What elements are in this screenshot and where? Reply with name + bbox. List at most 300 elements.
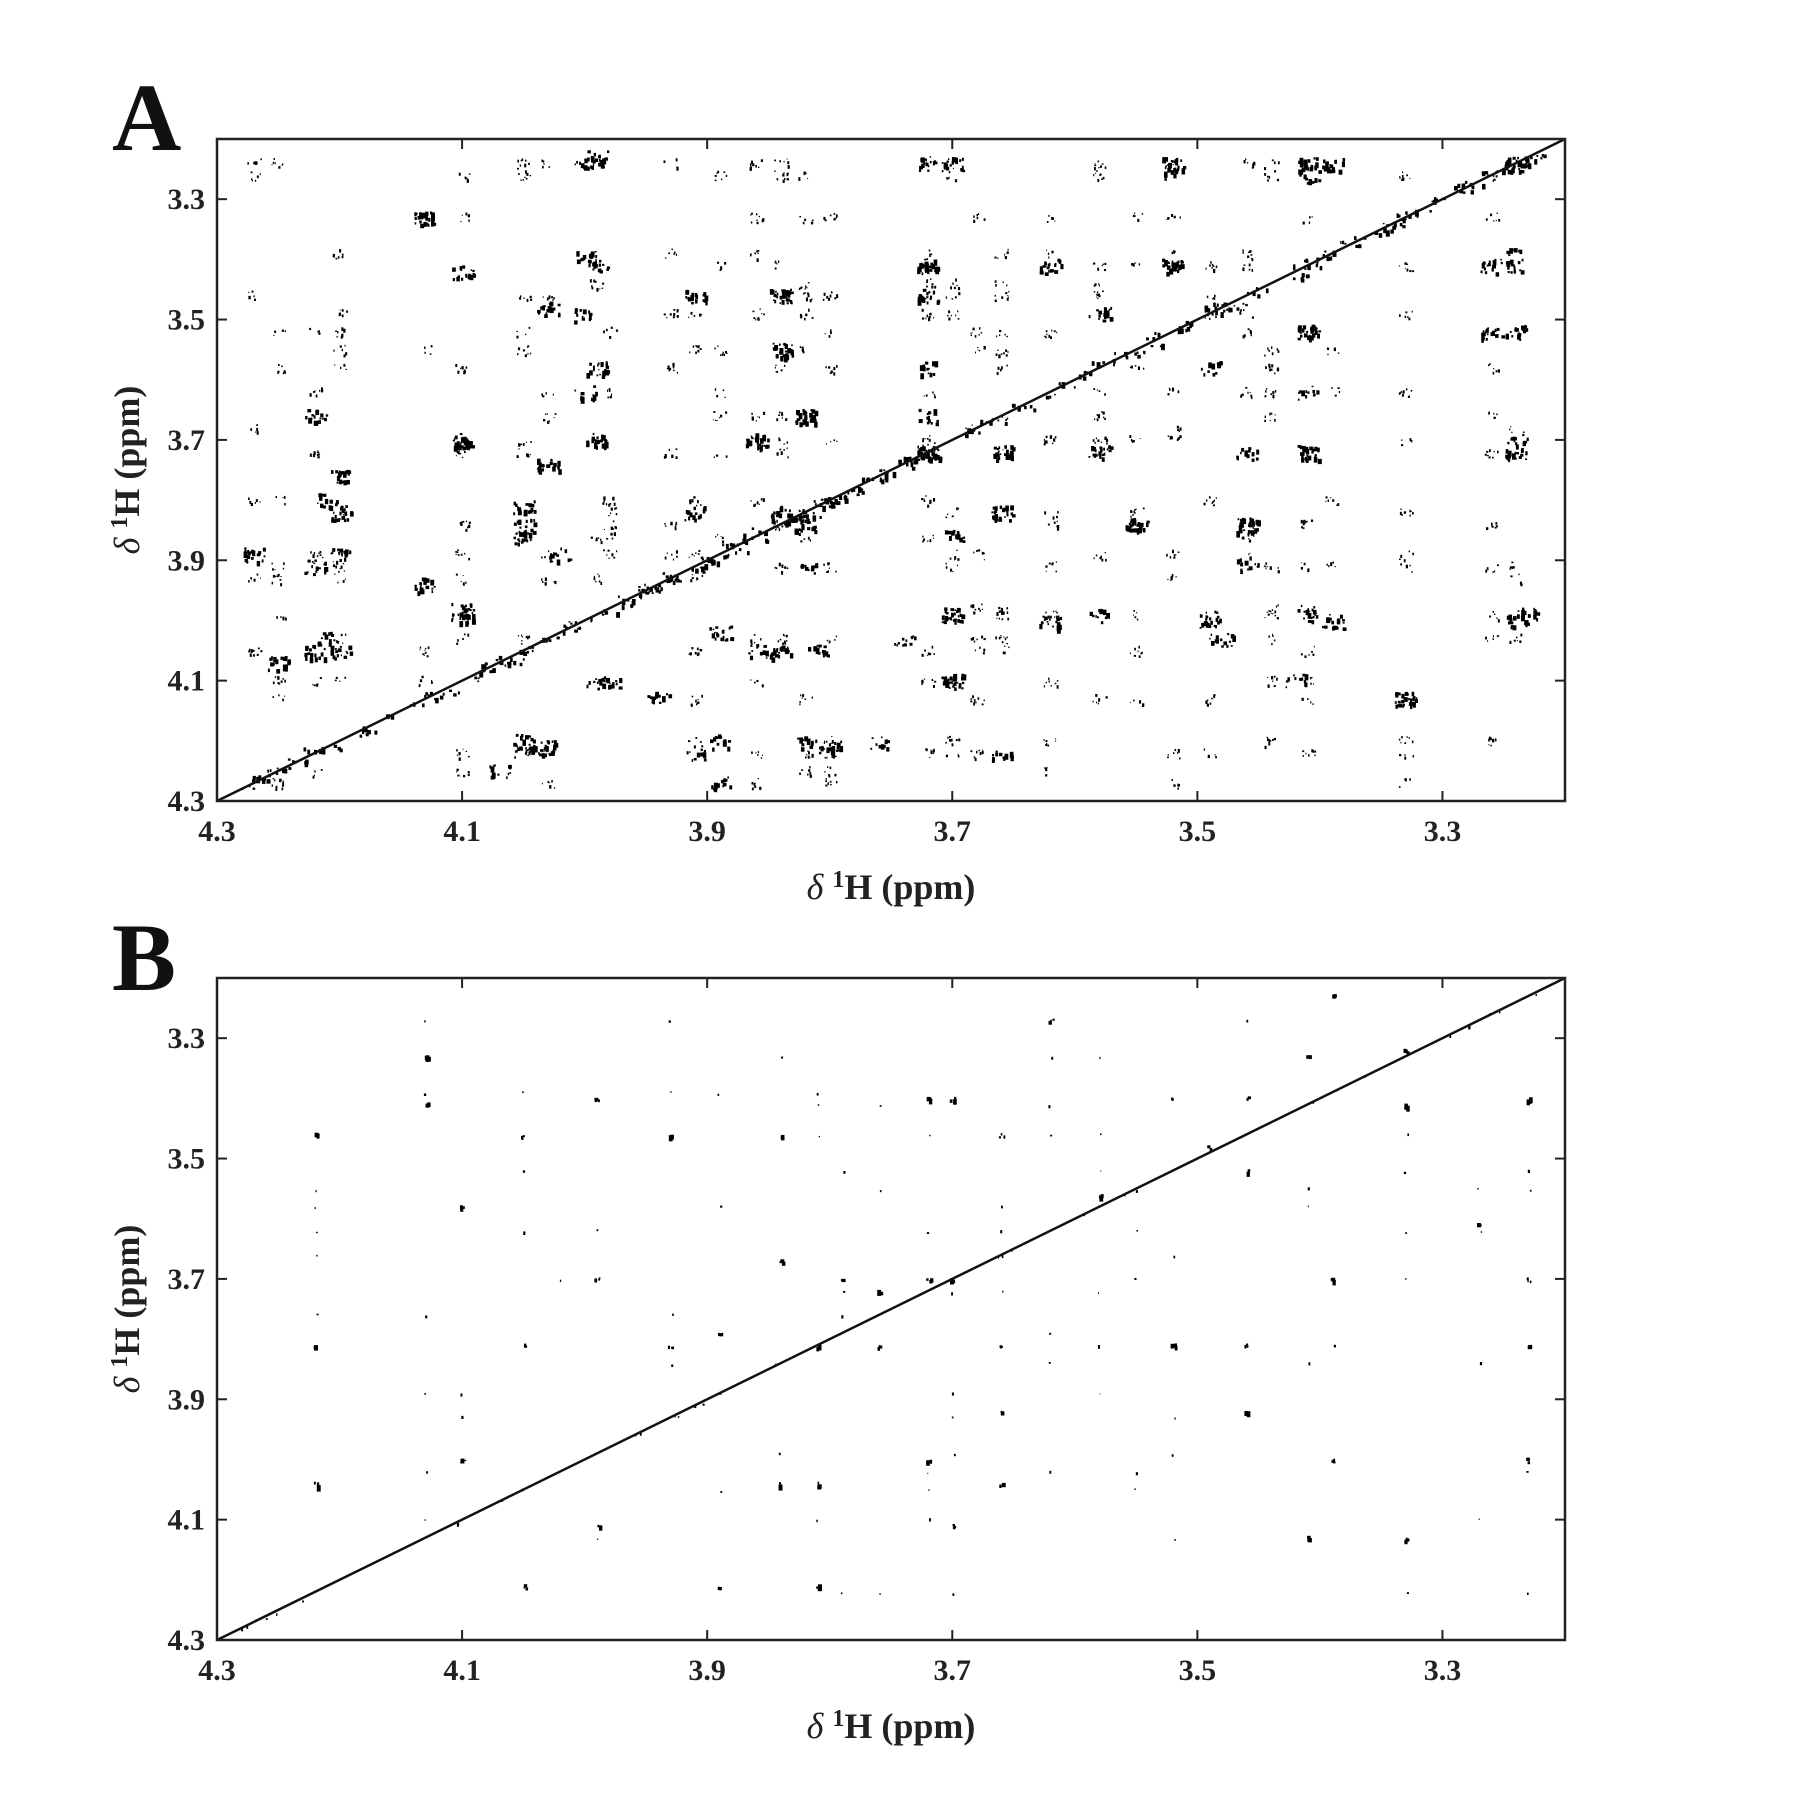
cross-peak bbox=[814, 422, 818, 428]
cross-peak bbox=[1270, 393, 1272, 395]
cross-peak bbox=[1267, 348, 1268, 350]
cross-peak bbox=[998, 367, 1000, 370]
cross-peak bbox=[1487, 640, 1488, 642]
cross-peak bbox=[1412, 512, 1414, 514]
cross-peak bbox=[599, 264, 601, 267]
cross-peak bbox=[525, 752, 527, 754]
cross-peak bbox=[834, 639, 835, 641]
cross-peak bbox=[1095, 173, 1096, 174]
cross-peak bbox=[1334, 348, 1336, 352]
cross-peak bbox=[422, 676, 424, 679]
cross-peak bbox=[756, 420, 757, 421]
cross-peak bbox=[1522, 434, 1524, 436]
cross-peak bbox=[1494, 570, 1495, 572]
cross-peak bbox=[458, 451, 460, 454]
cross-peak bbox=[1012, 514, 1016, 517]
cross-peak bbox=[1304, 611, 1306, 613]
cross-peak bbox=[1304, 333, 1308, 337]
cross-peak bbox=[1313, 606, 1315, 609]
cross-peak bbox=[317, 1485, 321, 1492]
cross-peak bbox=[958, 318, 960, 320]
cross-peak bbox=[276, 786, 278, 789]
cross-peak bbox=[318, 657, 321, 661]
cross-peak bbox=[841, 1592, 843, 1594]
cross-peak bbox=[1506, 263, 1508, 265]
cross-peak bbox=[834, 439, 836, 441]
cross-peak bbox=[685, 290, 689, 295]
cross-peak bbox=[1001, 366, 1003, 369]
cross-peak bbox=[431, 223, 434, 227]
cross-peak bbox=[779, 160, 781, 162]
cross-peak bbox=[1207, 1145, 1209, 1148]
cross-peak bbox=[1099, 455, 1101, 459]
cross-peak bbox=[460, 453, 462, 454]
cross-peak bbox=[809, 413, 813, 418]
cross-peak bbox=[472, 614, 476, 619]
cross-peak bbox=[595, 251, 597, 253]
cross-peak bbox=[1518, 164, 1520, 167]
cross-peak bbox=[926, 286, 928, 288]
cross-peak bbox=[1252, 452, 1255, 456]
cross-peak bbox=[791, 344, 793, 346]
cross-peak bbox=[778, 414, 780, 416]
cross-peak bbox=[703, 299, 705, 302]
cross-peak bbox=[1526, 1458, 1530, 1461]
cross-peak bbox=[1314, 447, 1317, 451]
cross-peak bbox=[770, 289, 773, 295]
cross-peak bbox=[1169, 266, 1171, 269]
cross-peak bbox=[600, 440, 602, 442]
cross-peak bbox=[1055, 741, 1056, 742]
cross-peak bbox=[1096, 438, 1097, 440]
cross-peak bbox=[272, 164, 273, 165]
cross-peak bbox=[980, 752, 982, 755]
cross-peak bbox=[1003, 508, 1006, 511]
cross-peak bbox=[1143, 508, 1145, 510]
cross-peak bbox=[975, 352, 976, 354]
cross-peak bbox=[912, 636, 914, 638]
cross-peak bbox=[950, 539, 952, 541]
cross-peak bbox=[599, 260, 602, 263]
cross-peak bbox=[1007, 618, 1009, 621]
cross-peak bbox=[1293, 264, 1295, 266]
cross-peak bbox=[700, 348, 701, 350]
cross-peak bbox=[531, 504, 534, 507]
cross-peak bbox=[945, 609, 947, 613]
cross-peak bbox=[460, 1208, 463, 1212]
cross-peak bbox=[1056, 571, 1058, 573]
cross-peak bbox=[831, 752, 835, 758]
cross-peak bbox=[1248, 447, 1251, 450]
cross-peak bbox=[345, 579, 346, 580]
cross-peak bbox=[1137, 219, 1139, 222]
cross-peak bbox=[799, 510, 801, 512]
cross-peak bbox=[247, 555, 250, 559]
cross-peak bbox=[1304, 163, 1308, 168]
cross-peak bbox=[1383, 223, 1385, 224]
cross-peak bbox=[1226, 645, 1228, 648]
cross-peak bbox=[1305, 682, 1308, 687]
cross-peak bbox=[518, 448, 519, 449]
cross-peak bbox=[280, 616, 281, 618]
panel-b-x-axis-label: δ $^1$H (ppm) bbox=[806, 1706, 976, 1746]
cross-peak bbox=[1516, 637, 1518, 639]
cross-peak bbox=[1006, 454, 1010, 460]
cross-peak bbox=[948, 531, 952, 535]
cross-peak bbox=[1173, 557, 1175, 559]
cross-peak bbox=[1267, 179, 1269, 182]
cross-peak bbox=[1404, 511, 1406, 514]
cross-peak bbox=[1309, 216, 1311, 218]
cross-peak bbox=[467, 634, 469, 637]
cross-peak bbox=[1105, 617, 1107, 620]
x-tick-label: 4.3 bbox=[198, 1654, 236, 1687]
cross-peak bbox=[1318, 336, 1320, 338]
cross-peak bbox=[1147, 521, 1150, 524]
cross-peak bbox=[685, 296, 687, 299]
cross-peak bbox=[315, 1207, 316, 1209]
cross-peak bbox=[930, 279, 931, 281]
cross-peak bbox=[998, 607, 1000, 609]
cross-peak bbox=[527, 532, 529, 534]
cross-peak bbox=[836, 214, 838, 217]
cross-peak bbox=[336, 258, 338, 260]
cross-peak bbox=[253, 650, 255, 652]
cross-peak bbox=[786, 355, 789, 361]
cross-peak bbox=[942, 621, 944, 623]
cross-peak bbox=[1542, 154, 1544, 157]
cross-peak bbox=[665, 557, 667, 560]
cross-peak bbox=[659, 702, 662, 704]
cross-peak bbox=[464, 608, 468, 613]
panel-b-x-tick-labels bbox=[198, 1654, 1461, 1687]
cross-peak bbox=[670, 1091, 671, 1093]
cross-peak bbox=[812, 754, 814, 758]
cross-peak bbox=[806, 754, 807, 755]
panel-b-y-axis-label: δ $^1$H (ppm) bbox=[107, 1224, 147, 1394]
cross-peak bbox=[587, 158, 590, 162]
cross-peak bbox=[339, 518, 341, 520]
cross-peak bbox=[756, 644, 759, 647]
cross-peak bbox=[278, 166, 280, 169]
cross-peak bbox=[273, 575, 275, 578]
cross-peak bbox=[1454, 186, 1458, 191]
cross-peak bbox=[739, 548, 742, 551]
cross-peak bbox=[1526, 328, 1528, 332]
cross-peak bbox=[416, 213, 418, 215]
cross-peak bbox=[725, 411, 727, 413]
cross-peak bbox=[723, 740, 727, 747]
cross-peak bbox=[609, 558, 610, 559]
cross-peak bbox=[787, 159, 788, 160]
cross-peak bbox=[720, 1491, 722, 1493]
cross-peak bbox=[837, 743, 841, 747]
cross-peak bbox=[1052, 443, 1053, 445]
cross-peak bbox=[277, 576, 279, 578]
cross-peak bbox=[1392, 226, 1396, 230]
cross-peak bbox=[974, 641, 976, 643]
cross-peak bbox=[331, 517, 334, 521]
cross-peak bbox=[983, 649, 985, 652]
cross-peak bbox=[1003, 1135, 1005, 1138]
cross-peak bbox=[1100, 1394, 1101, 1395]
cross-peak bbox=[318, 330, 320, 332]
cross-peak bbox=[468, 558, 470, 561]
cross-peak bbox=[1265, 416, 1266, 419]
cross-peak bbox=[517, 521, 521, 524]
cross-peak bbox=[958, 755, 960, 758]
cross-peak bbox=[698, 550, 700, 552]
cross-peak bbox=[1103, 417, 1104, 419]
cross-peak bbox=[673, 581, 676, 585]
cross-peak bbox=[329, 642, 332, 647]
cross-peak bbox=[522, 636, 523, 637]
cross-peak bbox=[1407, 1592, 1409, 1594]
cross-peak bbox=[944, 621, 947, 625]
cross-peak bbox=[1097, 268, 1099, 271]
cross-peak bbox=[281, 657, 283, 660]
cross-peak bbox=[1342, 162, 1345, 168]
cross-peak bbox=[426, 586, 430, 589]
cross-peak bbox=[958, 619, 961, 623]
cross-peak bbox=[304, 747, 307, 751]
cross-peak bbox=[947, 617, 950, 620]
cross-peak bbox=[1275, 414, 1276, 415]
cross-peak bbox=[1242, 250, 1244, 252]
cross-peak bbox=[783, 449, 785, 451]
cross-peak bbox=[1307, 1539, 1310, 1542]
cross-peak bbox=[1171, 1344, 1175, 1349]
cross-peak bbox=[603, 264, 605, 266]
cross-peak bbox=[715, 420, 716, 421]
cross-peak bbox=[550, 302, 554, 307]
cross-peak bbox=[517, 160, 519, 163]
cross-peak bbox=[928, 419, 931, 423]
cross-peak bbox=[774, 171, 776, 172]
cross-peak bbox=[1536, 994, 1537, 996]
cross-peak bbox=[1045, 272, 1049, 276]
cross-peak bbox=[1522, 608, 1524, 612]
cross-peak bbox=[805, 756, 807, 758]
cross-peak bbox=[719, 1587, 722, 1590]
cross-peak bbox=[1054, 394, 1056, 396]
cross-peak bbox=[608, 550, 610, 552]
cross-peak bbox=[425, 648, 426, 649]
cross-peak bbox=[592, 287, 594, 289]
cross-peak bbox=[1293, 674, 1295, 676]
cross-peak bbox=[825, 219, 827, 221]
cross-peak bbox=[717, 346, 718, 348]
cross-peak bbox=[1101, 559, 1103, 562]
cross-peak bbox=[471, 445, 475, 448]
cross-peak bbox=[467, 178, 468, 180]
cross-peak bbox=[603, 501, 605, 503]
cross-peak bbox=[1041, 266, 1043, 269]
y-tick-label: 3.5 bbox=[167, 303, 205, 337]
cross-peak bbox=[724, 354, 725, 356]
cross-peak bbox=[763, 412, 765, 415]
cross-peak bbox=[602, 283, 604, 285]
cross-peak bbox=[260, 158, 262, 160]
cross-peak bbox=[589, 260, 592, 264]
cross-peak bbox=[1525, 458, 1527, 460]
cross-peak bbox=[440, 696, 444, 700]
cross-peak bbox=[782, 417, 783, 419]
cross-peak bbox=[672, 1347, 674, 1350]
cross-peak bbox=[1215, 372, 1217, 375]
panel-a-y-tick-labels bbox=[168, 183, 206, 818]
cross-peak bbox=[525, 170, 527, 173]
cross-peak bbox=[1304, 563, 1306, 566]
cross-peak bbox=[997, 420, 999, 422]
cross-peak bbox=[1294, 677, 1296, 680]
cross-peak bbox=[815, 740, 817, 744]
cross-peak bbox=[1241, 394, 1243, 396]
cross-peak bbox=[1173, 269, 1177, 272]
cross-peak bbox=[862, 491, 865, 495]
cross-peak bbox=[1164, 172, 1168, 178]
cross-peak bbox=[669, 1135, 673, 1141]
cross-peak bbox=[814, 565, 817, 568]
cross-peak bbox=[553, 751, 555, 753]
cross-peak bbox=[690, 579, 692, 582]
cross-peak bbox=[1264, 420, 1266, 422]
cross-peak bbox=[1237, 559, 1240, 564]
cross-peak bbox=[258, 648, 260, 650]
cross-peak bbox=[247, 162, 249, 165]
cross-peak bbox=[610, 512, 611, 514]
cross-peak bbox=[1212, 298, 1213, 299]
cross-peak bbox=[1325, 162, 1328, 166]
y-tick-label: 3.3 bbox=[167, 1022, 205, 1056]
cross-peak bbox=[336, 677, 338, 679]
cross-peak bbox=[813, 415, 817, 419]
cross-peak bbox=[1129, 435, 1131, 438]
cross-peak bbox=[1102, 265, 1103, 266]
cross-peak bbox=[1496, 370, 1498, 372]
cross-peak bbox=[778, 437, 780, 439]
cross-peak bbox=[779, 1453, 781, 1456]
cross-peak bbox=[307, 652, 310, 655]
cross-peak bbox=[1400, 563, 1402, 565]
cross-peak bbox=[1316, 328, 1318, 330]
cross-peak bbox=[590, 279, 592, 283]
cross-peak bbox=[518, 635, 519, 636]
cross-peak bbox=[835, 571, 836, 573]
cross-peak bbox=[458, 445, 461, 451]
cross-peak bbox=[1409, 551, 1410, 553]
cross-peak bbox=[464, 634, 466, 636]
cross-peak bbox=[513, 512, 515, 515]
cross-peak bbox=[750, 254, 751, 256]
cross-peak bbox=[333, 561, 334, 562]
cross-peak bbox=[1528, 614, 1531, 618]
cross-peak bbox=[957, 565, 958, 567]
cross-peak bbox=[285, 372, 286, 374]
cross-peak bbox=[772, 657, 776, 663]
cross-peak bbox=[1401, 444, 1403, 446]
cross-peak bbox=[690, 652, 692, 655]
cross-peak bbox=[337, 582, 338, 584]
cross-peak bbox=[1250, 250, 1252, 253]
cross-peak bbox=[320, 554, 322, 556]
cross-peak bbox=[284, 496, 286, 499]
cross-peak bbox=[594, 153, 596, 157]
cross-peak bbox=[1045, 612, 1046, 614]
cross-peak bbox=[1209, 265, 1211, 267]
cross-peak bbox=[1301, 172, 1303, 175]
cross-peak bbox=[978, 608, 980, 610]
cross-peak bbox=[665, 525, 667, 526]
cross-peak bbox=[457, 551, 459, 553]
cross-peak bbox=[676, 254, 677, 256]
cross-peak bbox=[1411, 390, 1413, 392]
cross-peak bbox=[608, 515, 609, 516]
cross-peak bbox=[712, 748, 715, 752]
cross-peak bbox=[801, 516, 804, 519]
cross-peak bbox=[673, 559, 674, 561]
cross-peak bbox=[1137, 352, 1139, 354]
cross-peak bbox=[534, 500, 536, 503]
cross-peak bbox=[1210, 621, 1213, 625]
cross-peak bbox=[472, 619, 476, 625]
cross-peak bbox=[1402, 175, 1404, 177]
cross-peak bbox=[307, 646, 309, 650]
cross-peak bbox=[316, 1232, 318, 1233]
cross-peak bbox=[790, 653, 793, 658]
cross-peak bbox=[523, 658, 525, 661]
cross-peak bbox=[336, 640, 338, 643]
cross-peak bbox=[1518, 250, 1520, 253]
cross-peak bbox=[787, 178, 789, 180]
cross-peak bbox=[550, 462, 553, 465]
cross-peak bbox=[1110, 446, 1114, 450]
cross-peak bbox=[425, 692, 428, 695]
cross-peak bbox=[491, 776, 495, 780]
cross-peak bbox=[697, 500, 699, 503]
cross-peak bbox=[276, 1613, 277, 1615]
cross-peak bbox=[808, 647, 811, 652]
cross-peak bbox=[715, 626, 718, 629]
cross-peak bbox=[918, 297, 922, 302]
cross-peak bbox=[253, 654, 255, 656]
cross-peak bbox=[548, 166, 550, 168]
cross-peak bbox=[593, 164, 594, 166]
cross-peak bbox=[575, 308, 578, 312]
cross-peak bbox=[1245, 304, 1248, 306]
cross-peak bbox=[1314, 751, 1316, 753]
cross-peak bbox=[251, 649, 253, 653]
cross-peak bbox=[419, 221, 422, 224]
cross-peak bbox=[549, 785, 551, 789]
cross-peak bbox=[541, 578, 542, 580]
cross-peak bbox=[601, 435, 603, 438]
cross-peak bbox=[936, 422, 939, 426]
cross-peak bbox=[831, 370, 833, 373]
cross-peak bbox=[946, 296, 947, 298]
cross-peak bbox=[1527, 1099, 1530, 1105]
cross-peak bbox=[1517, 640, 1518, 641]
cross-peak bbox=[787, 441, 789, 443]
cross-peak bbox=[1527, 1593, 1529, 1595]
cross-peak bbox=[823, 299, 825, 301]
cross-peak bbox=[1055, 263, 1057, 266]
cross-peak bbox=[949, 736, 951, 738]
cross-peak bbox=[1002, 1291, 1003, 1293]
cross-peak bbox=[466, 521, 467, 523]
cross-peak bbox=[478, 678, 480, 680]
cross-peak bbox=[425, 1519, 426, 1520]
